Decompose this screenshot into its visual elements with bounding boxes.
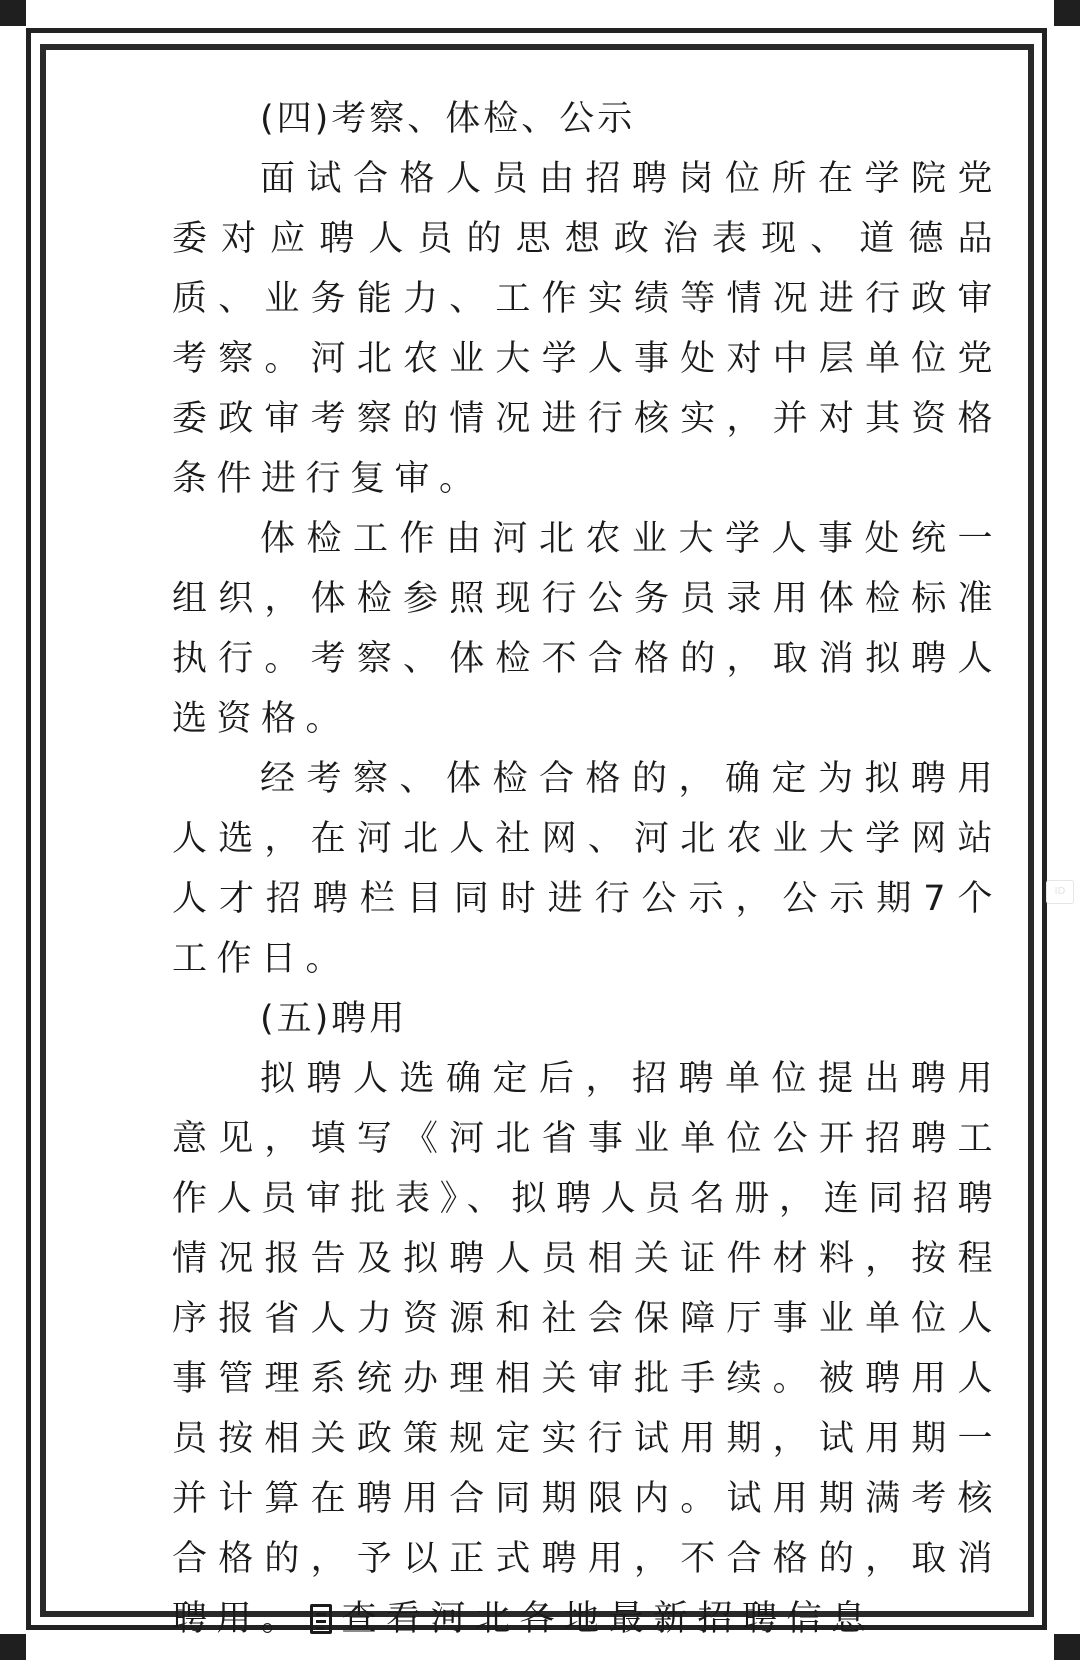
inner-frame: [40, 44, 1034, 1639]
paragraph-employment: [172, 1049, 1002, 1649]
corner-block-bottom-right: [1054, 1634, 1080, 1660]
paragraph-physical-exam: 体检工作由河北农业大学人事处统一组织，体检参照现行公务员录用体检标准执行。考察、体检不合格的，取消拟聘人选资格。: [172, 519, 1002, 739]
section-heading-employment: (五)聘用: [260, 999, 408, 1039]
recruitment-info-link[interactable]: 查看河北各地最新招聘信息: [341, 1599, 876, 1639]
document-body: [172, 89, 1002, 1649]
corner-block-top-right: [1054, 0, 1080, 26]
paragraph-publicity: 经考察、体检合格的，确定为拟聘用人选，在河北人社网、河北农业大学网站人才招聘栏目同时进行公示，公示期7个工作日。: [172, 759, 1002, 979]
watermark-badge: ID: [1046, 880, 1074, 904]
section-heading-inspection: (四)考察、体检、公示: [260, 99, 636, 139]
paragraph-political-review: 面试合格人员由招聘岗位所在学院党委对应聘人员的思想政治表现、道德品质、业务能力、工作实绩等情况进行政审考察。河北农业大学人事处对中层单位党委政审考察的情况进行核实，并对其资格条件进行复审。: [172, 159, 1002, 499]
document-icon[interactable]: [310, 1604, 332, 1634]
employment-text: 拟聘人选确定后，招聘单位提出聘用意见，填写《河北省事业单位公开招聘工作人员审批表》、拟聘人员名册，连同招聘情况报告及拟聘人员相关证件材料，按程序报省人力资源和社会保障厅事业单位人事管理系统办理相关审批手续。被聘用人员按相关政策规定实行试用期，试用期一并计算在聘用合同期限内。试用期满考核合格的，予以正式聘用，不合格的，取消聘用。: [172, 1059, 1002, 1639]
corner-block-bottom-left: [0, 1634, 26, 1660]
corner-block-top-left: [0, 0, 26, 26]
